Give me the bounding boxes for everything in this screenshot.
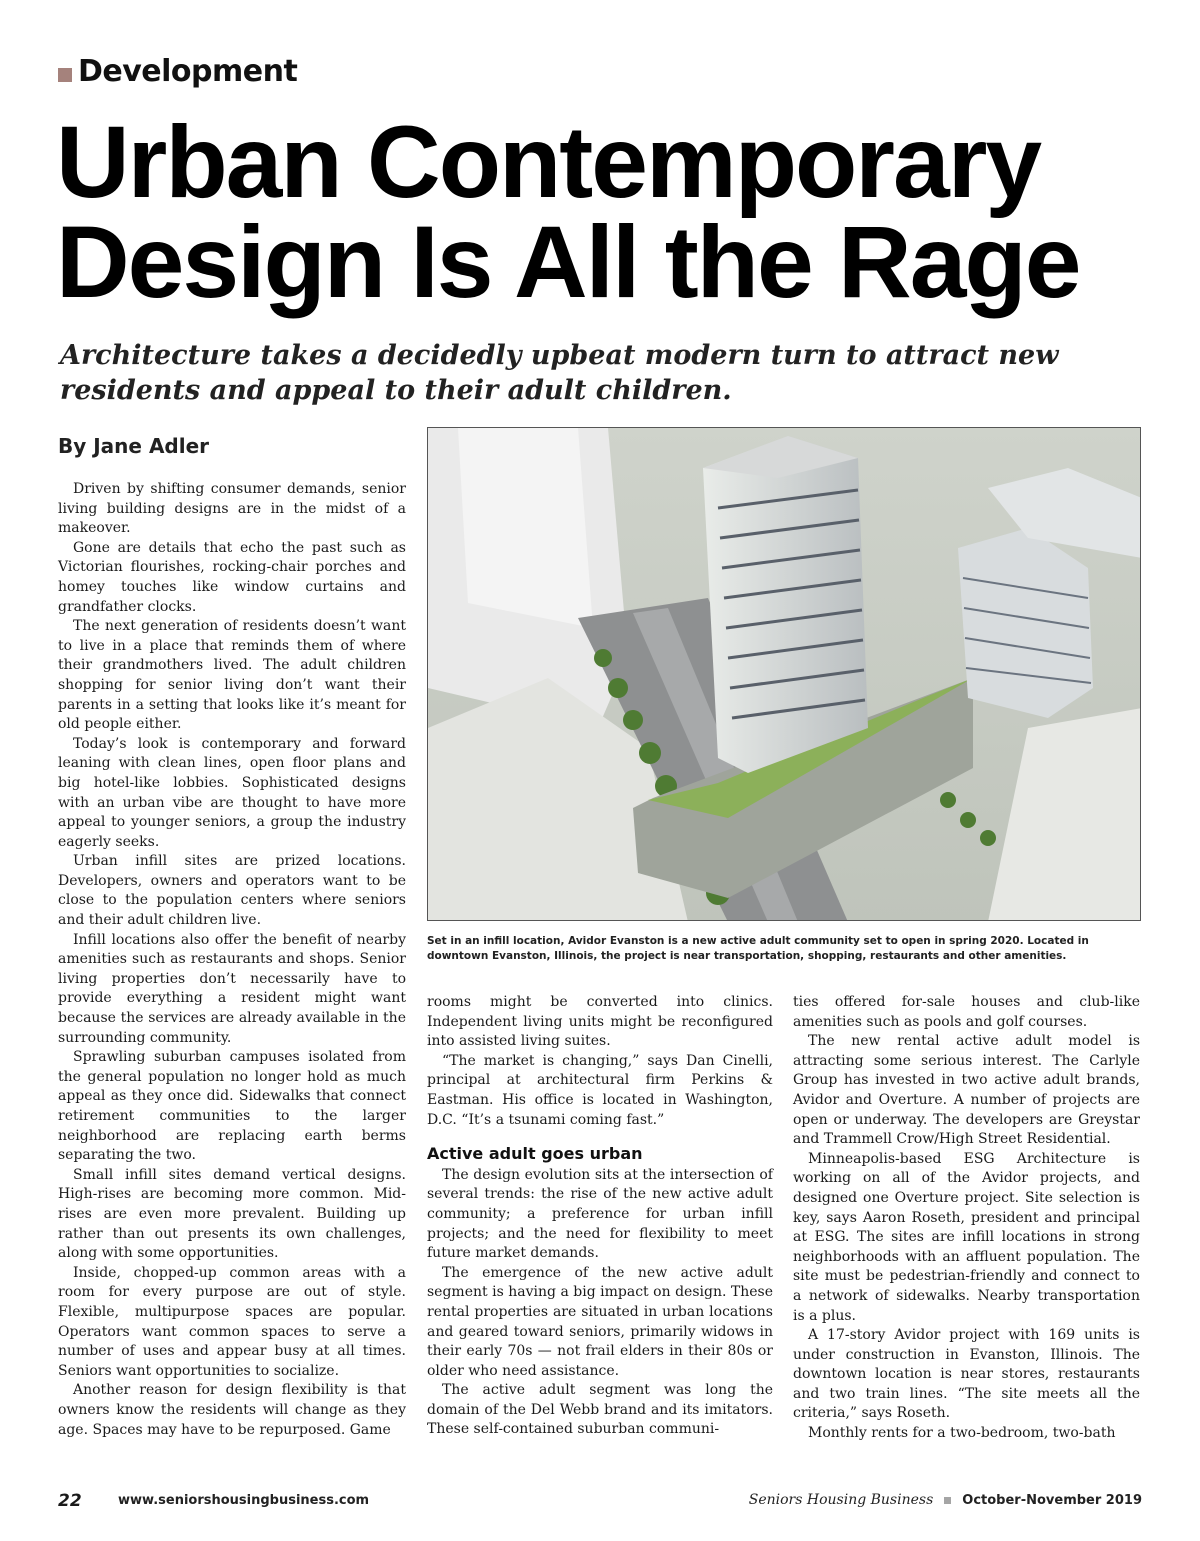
headline [56,105,1176,319]
column-1 [58,480,406,1440]
paragraph: Minneapolis-based ESG Architecture is working on all of the Avidor projects, and designed one Overture project. Site selection is key, says Aaron Roseth, president and principal at ESG. The sites are infill locations in strong neighborhoods with an affluent population. The site must be pedestrian-friendly and connect to a network of sidewalks. Nearby transportation is a plus. [793,1150,1140,1324]
paragraph: Urban infill sites are prized locations. Developers, owners and operators want to be close to the population centers where seniors and their adult children live. [58,853,406,929]
column-3 [793,993,1140,1444]
paragraph: Another reason for design flexibility is that owners know the residents will change as they age. Spaces may have to be repurposed. Game [58,1382,406,1438]
issue-date: October-November 2019 [962,1492,1142,1508]
byline: By Jane Adler [58,434,210,458]
paragraph: Sprawling suburban campuses isolated from the general population no longer hold as much appeal as they once did. Sidewalks that connect retirement communities to the larger neighborhood are replacing earth berms separating the two. [58,1049,406,1164]
paragraph: Monthly rents for a two-bedroom, two-bath [808,1425,1116,1442]
building-rendering-icon [428,428,1141,921]
paragraph: A 17-story Avidor project with 169 units is under construction in Evanston, Illinois. The downtown location is near stores, restaurants and two train lines. “The site meets all the criteria,” says Roseth. [793,1327,1140,1422]
paragraph: The emergence of the new active adult segment is having a big impact on design. These rental properties are situated in urban locations and geared toward seniors, primarily widows in their early 70s — not frail elders in their 80s or older who need assistance. [427,1264,773,1379]
paragraph: The active adult segment was long the domain of the Del Webb brand and its imitators. These self-contained suburban communi- [427,1382,773,1438]
paragraph: Today’s look is contemporary and forward leaning with clean lines, open floor plans and big hotel-like lobbies. Sophisticated designs with an urban vibe are thought to have more appeal to younger seniors, a group the industry eagerly seeks. [58,735,406,850]
paragraph: Driven by shifting consumer demands, senior living building designs are in the midst of a makeover. [58,481,406,537]
deck-line-2: residents and appeal to their adult children. [60,375,732,406]
paragraph: Infill locations also offer the benefit of nearby amenities such as restaurants and shops. Senior living properties don’t necessarily have to provide everything a resident might want because the services are already available in the surrounding community. [58,931,406,1046]
building-rendering-photo [427,427,1141,921]
column-2 [427,993,773,1440]
website-link[interactable]: www.seniorshousingbusiness.com [118,1493,370,1508]
paragraph: ties offered for-sale houses and club-like amenities such as pools and golf courses. [793,994,1140,1030]
footer-publication-info [749,1492,1142,1508]
headline-line-1: Urban Contemporary [56,105,1041,219]
paragraph: The next generation of residents doesn’t want to live in a place that reminds them of where their grandmothers lived. The adult children shopping for senior living don’t want their parents in a setting that looks like it’s meant for old people either. [58,618,406,733]
photo-caption: Set in an infill location, Avidor Evanston is a new active adult community set to open in spring 2020. Located in downtown Evanston, Illinois, the project is near transportation, shopping, restaurants and other amenities. [427,935,1089,962]
paragraph: The new rental active adult model is attracting some serious interest. The Carlyle Group has invested in two active adult brands, Avidor and Overture. A number of projects are open or underway. The developers are Greystar and Trammell Crow/High Street Residential. [793,1033,1140,1148]
section-marker-square [58,68,72,82]
page-number: 22 [58,1491,82,1511]
deck-line-1: Architecture takes a decidedly upbeat modern turn to attract new [60,340,1059,371]
paragraph: Small infill sites demand vertical designs. High-rises are becoming more common. Mid-rises are even more prevalent. Building up rather than out presents its own challenges, along with some opportunities. [58,1166,406,1262]
section-label: Development [78,54,298,89]
paragraph: The design evolution sits at the intersection of several trends: the rise of the new active adult community; a preference for urban infill projects; and the need for flexibility to meet future market demands. [427,1166,773,1262]
paragraph: “The market is changing,” says Dan Cinelli, principal at architectural firm Perkins & Eastman. His office is located in Washington, D.C. “It’s a tsunami coming fast.” [427,1052,773,1128]
section-tag [58,54,297,89]
headline-line-2: Design Is All the Rage [56,205,1080,319]
paragraph: Inside, chopped-up common areas with a room for every purpose are out of style. Flexible, multipurpose spaces are popular. Operators want common spaces to serve a number of uses and appear busy at all times. Seniors want opportunities to socialize. [58,1264,406,1379]
paragraph: rooms might be converted into clinics. Independent living units might be reconfigured into assisted living suites. [427,994,773,1050]
paragraph: Gone are details that echo the past such as Victorian flourishes, rocking-chair porches and homey touches like window curtains and grandfather clocks. [58,539,406,615]
publication-name: Seniors Housing Business [748,1492,934,1508]
subhead: Active adult goes urban [427,1144,643,1164]
deck [60,338,1160,408]
separator-square [944,1497,951,1504]
